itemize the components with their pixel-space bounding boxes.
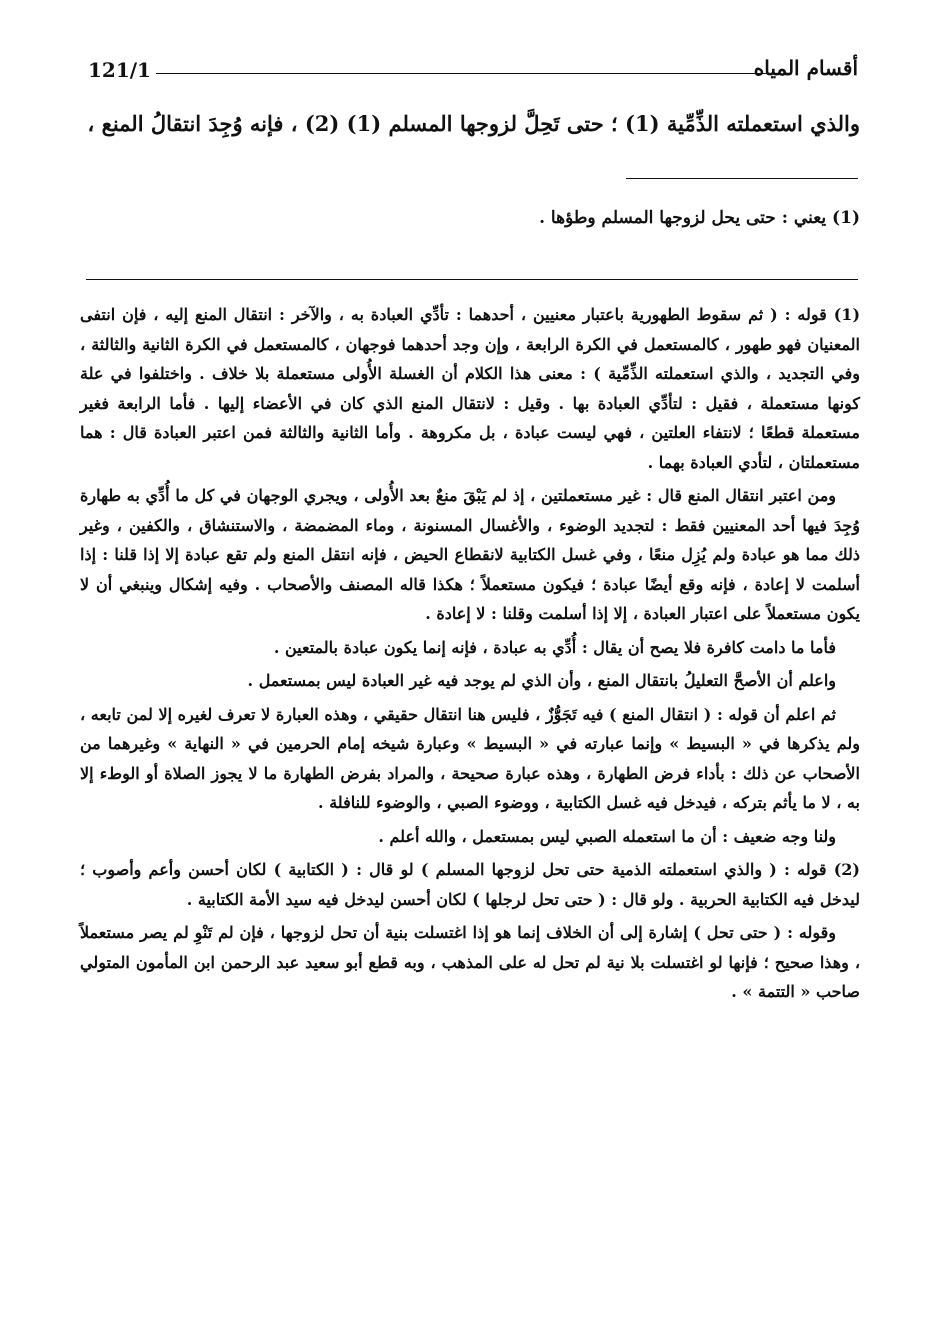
commentary-paragraph-1: (1) قوله : ( ثم سقوط الطهورية باعتبار معنيين ، أحدهما : تأدِّي العبادة به ، والآخر : انتقال المنع إليه ، فإن انتفى المعنيان فهو طهور ، كالمستعمل في الكرة الرابعة ، وإن وجد أحدهما فوجهان ، كالمستعمل في الكرة الثانية والثالثة ، وفي التجديد ، والذي استعملته الذِّمِّية ) : معنى هذا الكلام أن الغسلة الأُولى مستعملة بلا خلاف . واختلفوا في علة كونها مستعملة ، فقيل : لتأدِّي العبادة بها . وقيل : لانتقال المنع الذي كان في الأعضاء إليها . فأما الرابعة فغير مستعملة قطعًا ؛ لانتفاء العلتين ، فهي ليست عبادة ، بل مكروهة . وأما الثانية والثالثة فمن اعتبر العبادة قال : هما مستعملتان ، لتأدي العبادة بهما . [80, 305, 861, 472]
commentary-paragraph-4: واعلم أن الأصحَّ التعليلُ بانتقال المنع ، وأن الذي لم يوجد فيه غير العبادة ليس بمستعمل . [247, 671, 836, 690]
header-rule [156, 73, 780, 74]
page-header [88, 56, 858, 86]
footnote-separator [626, 178, 858, 179]
commentary-paragraph-6: ولنا وجه ضعيف : أن ما استعمله الصبي ليس بمستعمل ، والله أعلم . [378, 826, 836, 846]
commentary-paragraph-8: وقوله : ( حتى تحل ) إشارة إلى أن الخلاف إنما هو إذا اغتسلت بنية أن تحل لزوجها ، فإن لم تَنْوِ لم يصر مستعملاً ، وهذا صحيح ؛ فإنها لو اغتسلت بلا نية لم تحل له على المذهب ، وبه قطع أبو سعيد عبد الرحمن ابن المأمون المتولي صاحب « التتمة » . [80, 923, 860, 1001]
commentary-paragraph-5: ثم اعلم أن قوله : ( انتقال المنع ) فيه تَجَوُّزٌ ، فليس هنا انتقال حقيقي ، وهذه العبارة لا تعرف لغيره إلا لمن تابعه ، ولم يذكرها في « البسيط » وإنما عبارته في « البسيط » وعبارة شيخه إمام الحرمين في « النهاية » وغيرهما من الأصحاب عن ذلك : بأداء فرض الطهارة ، وهذه عبارة صحيحة ، والمراد بفرض الطهارة ما لا يجوز الصلاة أو الوطء إلا به ، لا ما يأثم بتركه ، فيدخل فيه غسل الكتابية ، ووضوء الصبي ، والوضوء للنافلة . [80, 704, 860, 812]
commentary [80, 300, 860, 1007]
footnote-1: (1) يعني : حتى يحل لزوجها المسلم وطؤها . [539, 208, 860, 228]
page-number: 121/1 [88, 58, 151, 82]
commentary-separator [86, 279, 858, 280]
commentary-paragraph-2: ومن اعتبر انتقال المنع قال : غير مستعملتين ، إذ لم يَبْقَ منعٌ بعد الأُولى ، ويجري الوجهان في كل ما أُدِّي به طهارة وُجِدَ فيها أحد المعنيين فقط : لتجديد الوضوء ، والأغسال المسنونة ، وماء المضمضة ، والاستنشاق ، والكفين ، وغير ذلك مما هو عبادة ولم يُزِل منعًا ، وفي غسل الكتابية لانقطاع الحيض ، فإنه انتقل المنع ولم تقع عبادة إلا إذا قلنا : إذا أسلمت لا إعادة ، فإنه وقع أيضًا عبادة ؛ فيكون مستعملاً ؛ هكذا قاله المصنف والأصحاب . وفيه إشكال وينبغي أن لا يكون مستعملاً على اعتبار العبادة ، إلا إذا أسلمت وقلنا : لا إعادة . [80, 486, 860, 623]
main-text: والذي استعملته الذِّمِّية (1) ؛ حتى تَحِلَّ لزوجها المسلم (1) (2) ، فإنه وُجِدَ انتقالُ المنع ، [87, 111, 860, 136]
commentary-paragraph-7: (2) قوله : ( والذي استعملته الذمية حتى تحل لزوجها المسلم ) لو قال : ( الكتابية ) لكان أحسن وأعم وأصوب ؛ ليدخل فيه الكتابية الحربية . ولو قال : ( حتى تحل لرجلها ) لكان أحسن ليدخل فيه سيد الأمة الكتابية . [80, 860, 860, 909]
commentary-paragraph-3: فأما ما دامت كافرة فلا يصح أن يقال : أُدِّي به عبادة ، فإنه إنما يكون عبادة بالمتعين . [273, 637, 836, 657]
section-title: أقسام المياه [753, 56, 858, 80]
